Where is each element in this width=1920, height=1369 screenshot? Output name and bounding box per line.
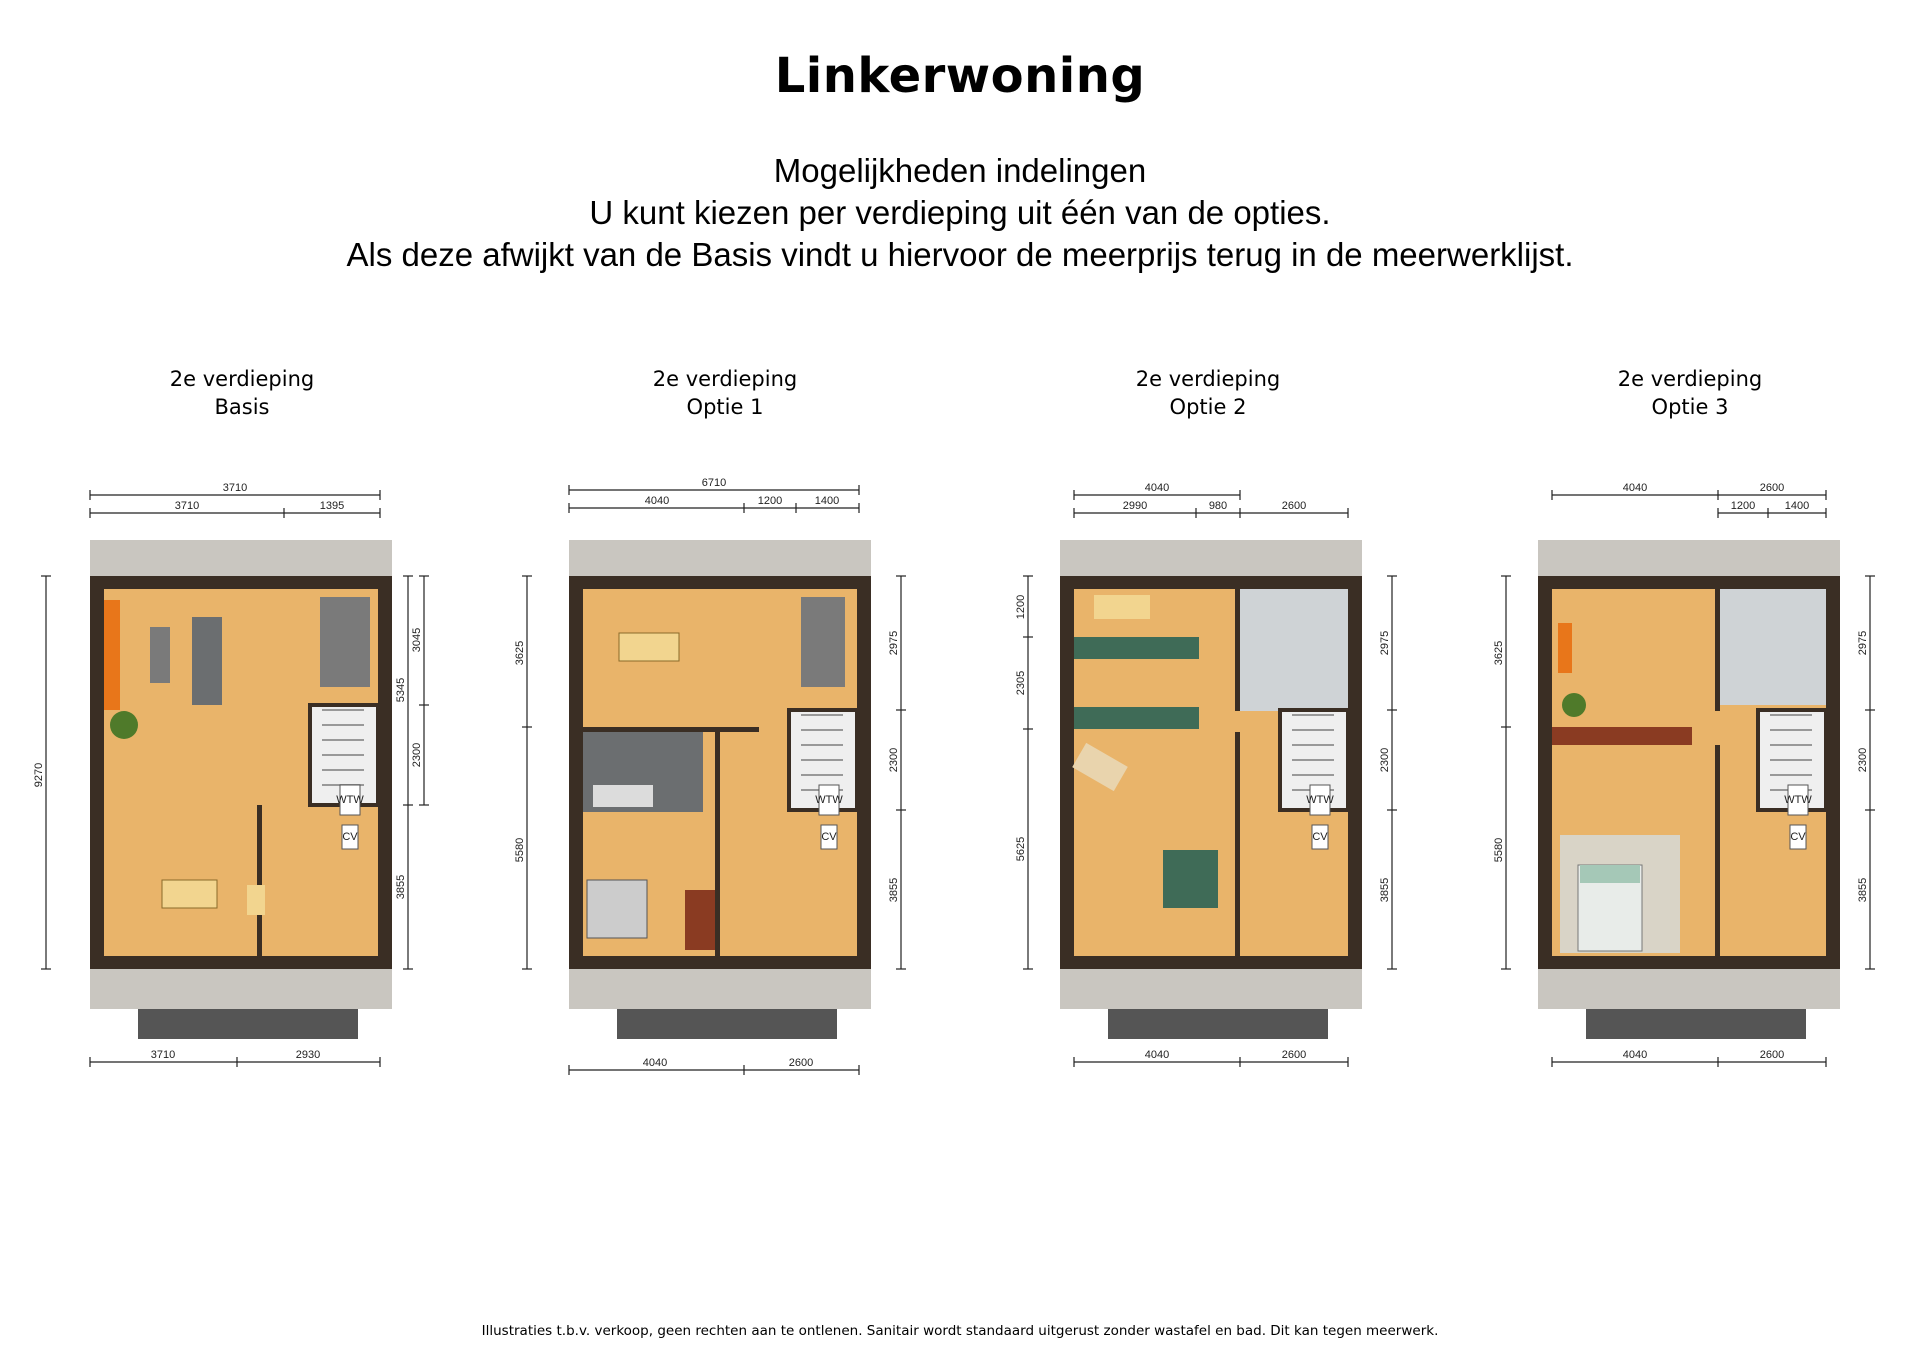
interior-wall (1715, 745, 1720, 956)
floor-plan-drawing (1015, 365, 1398, 1085)
plan-option-label: Optie 1 (686, 395, 764, 419)
dim-top-2b: 1400 (1784, 500, 1810, 512)
cv-label: CV (1312, 831, 1328, 843)
brick-facade-top (90, 540, 392, 576)
brick-facade-bottom (1538, 969, 1840, 1009)
cv-label: CV (1790, 831, 1806, 843)
brick-facade-top (1538, 540, 1840, 576)
dim-left-1: 1200 (1015, 594, 1027, 620)
dim-top-2a: 2990 (1122, 500, 1148, 512)
wall-cabinet (1552, 727, 1692, 745)
dim-left-2: 5580 (1493, 837, 1505, 863)
dim-bottom-2: 2600 (1759, 1049, 1785, 1061)
dim-right-1: 2975 (1857, 630, 1869, 656)
dim-right-3: 3855 (888, 877, 900, 903)
dim-left-2: 5580 (514, 837, 526, 863)
bed (801, 597, 845, 687)
bed-single (587, 880, 647, 938)
dim-left-2: 2305 (1015, 670, 1027, 696)
desk (247, 885, 265, 915)
dim-top-2c: 2600 (1281, 500, 1307, 512)
intro-line-2: U kunt kiezen per verdieping uit één van de opties. (589, 194, 1331, 231)
dim-top-2b: 1200 (757, 495, 783, 507)
sofa (593, 785, 653, 807)
cv-label: CV (821, 831, 837, 843)
sofa (192, 617, 222, 705)
dim-top-1b: 2600 (1759, 482, 1785, 494)
dim-right-2: 2300 (1857, 747, 1869, 773)
intro-text (0, 150, 1920, 276)
dim-right-1: 2975 (1379, 630, 1391, 656)
wtw-label: WTW (1784, 794, 1812, 806)
dim-top-1: 6710 (701, 477, 727, 489)
plan-floor-label: 2e verdieping (169, 367, 315, 391)
floor-plan-drawing (514, 365, 915, 1085)
dim-top-2a: 3710 (174, 500, 200, 512)
dim-top-2b: 980 (1208, 500, 1228, 512)
dim-top-1a: 4040 (1622, 482, 1648, 494)
intro-line-1: Mogelijkheden indelingen (773, 152, 1147, 189)
interior-wall (257, 805, 262, 956)
cv-label: CV (342, 831, 358, 843)
dim-top-2a: 1200 (1730, 500, 1756, 512)
bed (320, 597, 370, 687)
dim-right-2: 2300 (1379, 747, 1391, 773)
plan-option-label: Optie 3 (1651, 395, 1729, 419)
dim-top-2a: 4040 (644, 495, 670, 507)
dim-right-1: 5345 (395, 677, 407, 703)
wardrobe (1074, 637, 1199, 659)
floor-plan-optie-2 (1015, 365, 1398, 1085)
floor-plan-basis (33, 365, 432, 1085)
brick-facade-top (569, 540, 871, 576)
dim-bottom-1: 4040 (1622, 1049, 1648, 1061)
roof-overhang (617, 1009, 837, 1039)
dim-right-2: 2300 (888, 747, 900, 773)
dim-left-1: 9270 (33, 762, 45, 788)
dim-right-3: 3855 (1857, 877, 1869, 903)
dim-bottom-1: 3710 (150, 1049, 176, 1061)
plan-floor-label: 2e verdieping (652, 367, 798, 391)
dim-top-1: 4040 (1144, 482, 1170, 494)
floor-plan-drawing (1493, 365, 1880, 1085)
bathroom (1240, 589, 1348, 711)
dim-left-1: 3625 (514, 640, 526, 666)
dim-right-3: 3855 (1379, 877, 1391, 903)
interior-wall (1715, 589, 1720, 711)
plan-option-label: Basis (214, 395, 270, 419)
dim-left-1: 3625 (1493, 640, 1505, 666)
interior-wall (1235, 589, 1240, 711)
plant-icon (1562, 693, 1586, 717)
dining-table (162, 880, 217, 908)
brick-facade-bottom (569, 969, 871, 1009)
desk-table (619, 633, 679, 661)
desk (685, 890, 715, 950)
roof-overhang (138, 1009, 358, 1039)
tv-cabinet (104, 600, 120, 710)
interior-wall (583, 727, 759, 732)
page-title: Linkerwoning (774, 48, 1146, 104)
dim-bottom-2: 2600 (1281, 1049, 1307, 1061)
interior-wall (715, 732, 720, 956)
plan-option-label: Optie 2 (1169, 395, 1247, 419)
coffee-table (150, 627, 170, 683)
floor-plan-drawing (33, 365, 432, 1085)
bathroom (1720, 589, 1826, 705)
bed-double (1163, 850, 1218, 908)
wtw-label: WTW (1306, 794, 1334, 806)
wtw-label: WTW (336, 794, 364, 806)
floor-plan-optie-1 (514, 365, 915, 1085)
dim-bottom-2: 2930 (295, 1049, 321, 1061)
dim-bottom-1: 4040 (642, 1057, 668, 1069)
dim-top-1: 3710 (222, 482, 248, 494)
dim-top-2b: 1395 (319, 500, 345, 512)
interior-wall (1235, 732, 1240, 956)
floor-plan-optie-3 (1493, 365, 1880, 1085)
plant-icon (110, 711, 138, 739)
desk-table (1094, 595, 1150, 619)
intro-line-3: Als deze afwijkt van de Basis vindt u hiervoor de meerprijs terug in de meerwerklijst. (346, 236, 1574, 273)
bed-pillows (1580, 865, 1640, 883)
dim-top-2c: 1400 (814, 495, 840, 507)
wtw-label: WTW (815, 794, 843, 806)
desk-orange (1558, 623, 1572, 673)
roof-overhang (1586, 1009, 1806, 1039)
dim-right-inner-2: 2300 (411, 742, 423, 768)
dim-right-1: 2975 (888, 630, 900, 656)
dim-bottom-2: 2600 (788, 1057, 814, 1069)
wardrobe (1074, 707, 1199, 729)
dim-right-inner-1: 3045 (411, 627, 423, 653)
brick-facade-bottom (90, 969, 392, 1009)
footer-disclaimer: Illustraties t.b.v. verkoop, geen rechten aan te ontlenen. Sanitair wordt standaard uitgerust zonder wastafel en bad. Dit kan tegen meerwerk. (481, 1323, 1439, 1339)
dim-left-3: 5625 (1015, 836, 1027, 862)
brick-facade-top (1060, 540, 1362, 576)
dim-right-2: 3855 (395, 874, 407, 900)
plan-floor-label: 2e verdieping (1135, 367, 1281, 391)
plan-floor-label: 2e verdieping (1617, 367, 1763, 391)
dim-bottom-1: 4040 (1144, 1049, 1170, 1061)
brick-facade-bottom (1060, 969, 1362, 1009)
roof-overhang (1108, 1009, 1328, 1039)
